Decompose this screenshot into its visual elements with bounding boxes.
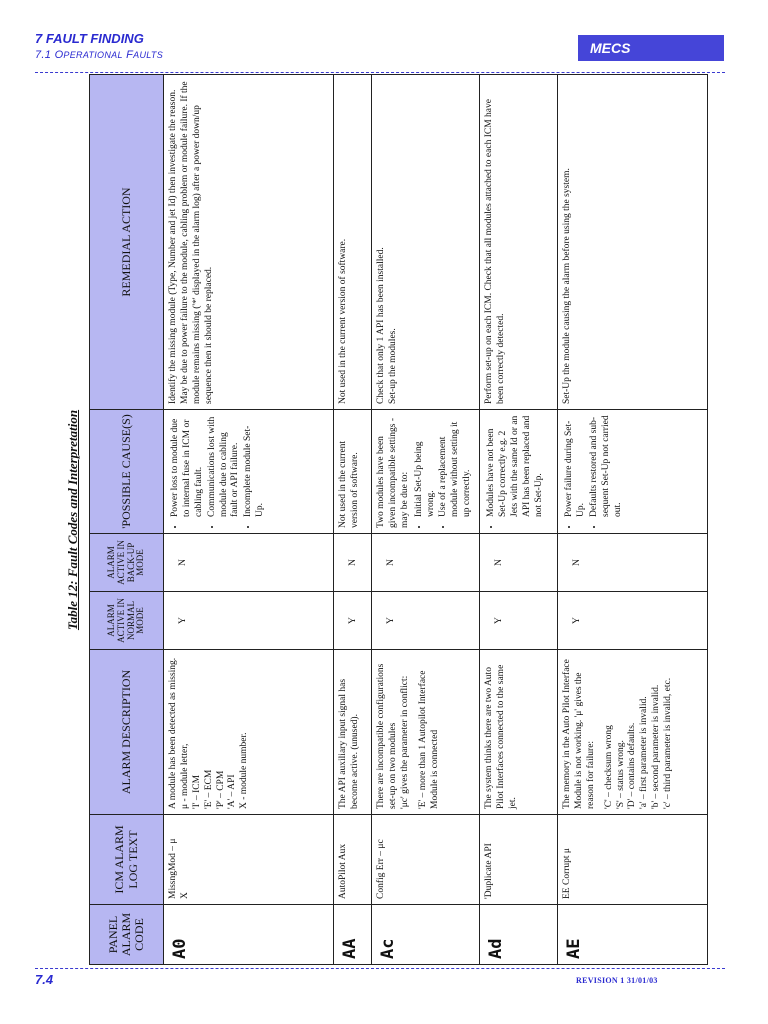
alarm-description: The API auxiliary input signal has become active. (unused). <box>334 650 372 815</box>
backup-mode-flag: N <box>558 534 708 592</box>
section-title: 7 FAULT FINDING <box>35 31 144 46</box>
panel-code: A0 <box>164 905 334 965</box>
page-number: 7.4 <box>35 972 54 987</box>
fault-codes-table <box>89 74 708 965</box>
header-panel-code: PANEL ALARM CODE <box>90 905 164 965</box>
backup-mode-flag: N <box>480 534 558 592</box>
header-icm-text: ICM ALARM LOG TEXT <box>90 815 164 905</box>
normal-mode-flag: Y <box>164 592 334 650</box>
icm-text: EE Corrupt μ <box>558 815 708 905</box>
icm-text: MissngMod – μ X <box>164 815 334 905</box>
table-row <box>558 75 708 965</box>
footer-divider <box>35 968 725 969</box>
remedial-action: Not used in the current version of software. <box>334 75 372 410</box>
panel-code: AE <box>558 905 708 965</box>
normal-mode-flag: Y <box>480 592 558 650</box>
panel-code: AA <box>334 905 372 965</box>
table-row <box>164 75 334 965</box>
icm-text: AutoPilot Aux <box>334 815 372 905</box>
possible-causes: • Power loss to module due to internal fuse in ICM or cabling fault. • Communications lost with module due to cabling fault or API failure. • Incomplete module Set-Up. <box>164 410 334 534</box>
header-action: REMEDIAL ACTION <box>90 75 164 410</box>
remedial-action: Check that only 1 API has been installed. Set-up the modules. <box>372 75 480 410</box>
backup-mode-flag: N <box>372 534 480 592</box>
icm-text: 'Duplicate API <box>480 815 558 905</box>
remedial-action: Identify the missing module (Type, Number and jet Id) then investigate the reason. May be due to power failure to the module, cabling problem or module failure. If the module remains missing ('*' displayed in the alarm log) after a power down/up sequence then it should be replaced. <box>164 75 334 410</box>
possible-causes: Two modules have been given incompatible settings - may be due to: • Initial Set-Up being wrong. • Use of a replacement module without setting it up correctly. <box>372 410 480 534</box>
panel-code: Ad <box>480 905 558 965</box>
possible-causes: • Modules have not been Set-Up correctly e.g. 2 Jets with the same Id or an API has been replaced and not Set-Up. <box>480 410 558 534</box>
backup-mode-flag: N <box>334 534 372 592</box>
alarm-description: The memory in the Auto Pilot Interface Module is not working. 'μ' gives the reason for failure: 'C' – checksum wrong 'S' – status wrong. 'D' – contains defaults. 'a' – first parameter is invalid. 'b' – second parameter is invalid. 'c' – third parameter is invalid, etc. <box>558 650 708 815</box>
possible-causes: Not used in the current version of software. <box>334 410 372 534</box>
table-row <box>480 75 558 965</box>
header-causes: 'POSSIBLE CAUSE(S) <box>90 410 164 534</box>
panel-code: Ac <box>372 905 480 965</box>
normal-mode-flag: Y <box>558 592 708 650</box>
possible-causes: • Power failure during Set-Up. • Defaults restored and sub-sequent Set-Up not carried out. <box>558 410 708 534</box>
header-normal-mode: ALARM ACTIVE IN NORMAL MODE <box>90 592 164 650</box>
fault-table-holder <box>89 75 673 965</box>
table-caption: Table 12: Fault Codes and Interpretation <box>65 409 80 631</box>
revision-label: REVISION 1 31/01/03 <box>576 976 658 985</box>
table-row <box>334 75 372 965</box>
alarm-description: There are incompatible configurations set-up on two modules 'μc' gives the parameter in conflict: 'E' – more than 1 Autopilot Interface Module is connected <box>372 650 480 815</box>
header-backup-mode: ALARM ACTIVE IN BACK-UP MODE <box>90 534 164 592</box>
alarm-description: A module has been detected as missing. μ - module letter, 'I' – ICM 'E' – ECM 'P' – CPM 'A' – API X - module number. <box>164 650 334 815</box>
table-row <box>372 75 480 965</box>
backup-mode-flag: N <box>164 534 334 592</box>
normal-mode-flag: Y <box>334 592 372 650</box>
header-divider <box>35 72 725 73</box>
table-header-row <box>90 75 164 965</box>
header-description: ALARM DESCRIPTION <box>90 650 164 815</box>
subsection-title: 7.1 OPERATIONAL FAULTS <box>35 49 164 61</box>
alarm-description: The system thinks there are two Auto Pilot Interfaces connected to the same jet. <box>480 650 558 815</box>
normal-mode-flag: Y <box>372 592 480 650</box>
remedial-action: Set-Up the module causing the alarm before using the system. <box>558 75 708 410</box>
caption-wrapper <box>58 400 88 640</box>
product-badge: MECS <box>578 35 724 61</box>
remedial-action: Perform set-up on each ICM. Check that all modules attached to each ICM have been correctly detected. <box>480 75 558 410</box>
icm-text: Config Err – μc <box>372 815 480 905</box>
fault-table-rotated <box>89 75 673 965</box>
